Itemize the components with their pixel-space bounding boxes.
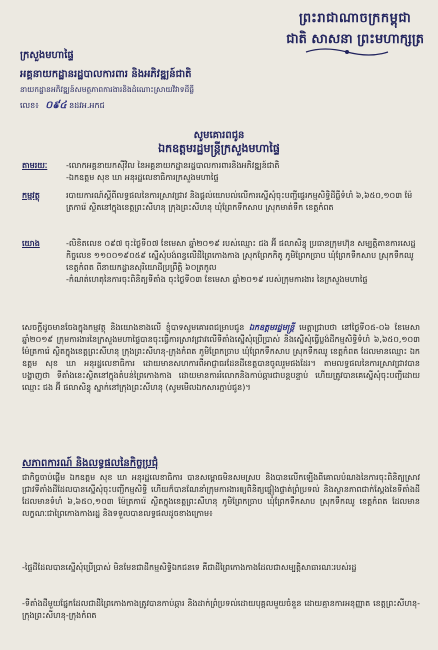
body-paragraph [22, 322, 420, 394]
ministry-name: ក្រសួងមហាផ្ទៃ [20, 50, 74, 61]
subject-text: របាយការណ៍ស្តីពីលទ្ធផលនៃការស្រាវជ្រាវ និងផ្តល់យោបល់លើការស្នើសុំចុះបញ្ជីផ្ទេរកម្មសិទ្ធិដីធ្លីទំហំ ៦,៦៥០,១០៣ ម៉ែត្រការ៉េ ស្ថិតនៅក្នុងខេត្តព្រះសីហនុ ក្រុងព្រះសីហនុ ឃុំព្រែកទឹកសាប ស្រុកមាត់ទឹក ខេត្តកំពត [66, 191, 413, 212]
reference-line-2: -កំណត់ហេតុនៃការចុះពិនិត្យទីតាំង ចុះថ្ងៃទី០៣ ខែមេសា ឆ្នាំ២០១៩ របស់ក្រុមការងារ នៃក្រសួងមហាផ្ទៃ [66, 275, 368, 284]
kingdom-header [286, 10, 424, 50]
reference-number [20, 98, 194, 113]
addressee: ឯកឧត្តមរដ្ឋមន្ត្រីក្រសួងមហាផ្ទៃ [158, 142, 280, 155]
reference-row [22, 238, 420, 286]
reference-label: យោង [22, 239, 40, 248]
section-paragraph: ជាកិច្ចចាប់ផ្តើម ឯកឧត្តម សុខ ឃា អនុរដ្ឋលេខាធិការ បានសម្ពោធមិនសមស្រប និងបានលើកឡើងពីគោលបំណងនៃការចុះពិនិត្យស្រាវជ្រាវទីតាំងដីដែលបានស្នើសុំចុះបញ្ជីកម្មសិទ្ធិ ហើយក៏បានណែនាំក្រុមការងារឲ្យពិនិត្យផ្ទៀងផ្ទាត់ព្រំប្រទល់ និងស្ថានភាពជាក់ស្តែងនៃទីតាំងដីដែលមានទំហំ ៦,៦៥០,១០៣ ម៉ែត្រការ៉េ ស្ថិតក្នុងខេត្តព្រះសីហនុ ភូមិព្រែកច្រាប ឃុំព្រែកទឹកសាប ស្រុកទឹកឈូ ខេត្តកំពត ដែលមានលក្ខណៈជាព្រៃកោងកាងរដ្ឋ និងទទួលបានលទ្ធផលដូចខាងក្រោម៖ [22, 473, 420, 518]
department-name: អគ្គនាយកដ្ឋានរដ្ឋបាលការពារ និងអភិវឌ្ឍន៍ជាតិ [20, 69, 192, 80]
kingdom-motto: ជាតិ សាសនា ព្រះមហាក្សត្រ [286, 32, 424, 47]
office-name: នាយកដ្ឋានអភិវឌ្ឍន៍សមត្ថភាពការងារនិងដំណោះស្រាយវិវាទដីធ្លី [20, 85, 195, 94]
reference-line-1: -លិខិតលេខ ០៩៧ ចុះថ្ងៃទី០៧ ខែមេសា ឆ្នាំ២០១៩ របស់ឈ្មោះ ជង អ៊ី ផលាសិន្ធុ ប្រធានក្រុមហ៊ុន សម្បត្តិតានការសេដ្ឋកិច្ចលេខ ១១០០១៩០៥៩ ស្នើសុំបង់ពន្ធលើដីព្រៃកោងកាង ស្រុកព្រែកកិតូ ភូមិព្រែកច្រាប ឃុំព្រែកទឹកសាប ស្រុកទឹកឈូ ខេត្តកំពត ពីនាយកដ្ឋានសុរិយោដីប្រព្រឹត្តិ ៦០ត្រកូល [66, 239, 416, 272]
ref-suffix: នដវអ.អកជ [69, 101, 105, 110]
tacteng-ornament [304, 46, 390, 58]
body-intro: សេចក្តីដូចមានចែងក្នុងកម្មវត្ថុ និងយោងខាងលើ ខ្ញុំបាទសូមគោរពជម្រាបជូន [22, 323, 245, 332]
via-row [22, 160, 420, 184]
kingdom-title: ព្រះរាជាណាចក្រកម្ពុជា [298, 11, 412, 26]
salutation: សូមគោរពជូន [193, 130, 245, 141]
via-line-1: -លោកអគ្គនាយកស៊ីវិល នៃអគ្គនាយកដ្ឋានរដ្ឋបាលការពារនិងអភិវឌ្ឍន៍ជាតិ [66, 161, 280, 170]
section-title: សភាពការណ៍ និងលទ្ធផលនៃកិច្ចប្រជុំ [22, 458, 159, 469]
ref-label: លេខ៖ [20, 101, 39, 110]
ref-handwritten: ០៩៤ [45, 100, 67, 111]
subject-row [22, 190, 420, 214]
bullet-2: -ទីតាំងដីមួយផ្នែកដែលជាដីព្រៃកោងកាងត្រូវបានកាប់ឆ្ការ និងដាក់ព្រំប្រទល់ដោយបុគ្គលមួយចំនួន ដោយគ្មានការអនុញ្ញាត ខេត្តព្រះសីហនុ-ក្រុងព្រះសីហនុ-ក្រុងកំពត [22, 599, 420, 620]
via-line-2: -ឯកឧត្តម សុខ ឃា អនុរដ្ឋលេខាធិការក្រសួងមហាផ្ទៃ [66, 173, 219, 182]
body-intro-bold: ឯកឧត្តមរដ្ឋមន្ត្រី [248, 323, 295, 332]
bullet-1: -ផ្ទៃដីដែលបានស្នើសុំប្រើប្រាស់ មិនមែនជាដីកម្មសិទ្ធិឯកជនទេ គឺជាដីព្រៃកោងកាងដែលជាសម្បត្តិសាធារណៈរបស់រដ្ឋ [22, 563, 357, 572]
body-intro-rest: មេត្តាជ្រាបថា នៅថ្ងៃទី០៥-០៦ ខែមេសា ឆ្នាំ២០១៩ ក្រុមការងារនៃក្រសួងមហាផ្ទៃបានចុះធ្វើការស្រាវជ្រាវលើទីតាំងស្នើសុំប្រើប្រាស់ និងស្នើសុំធ្វើប្លង់ដីកម្មសិទ្ធិទំហំ ៦,៦៥០,១០៣ ម៉ែត្រការ៉េ ស្ថិតក្នុងខេត្តព្រះសីហនុ ក្រុងព្រះសីហនុ-ក្រុងកំពត ភូមិព្រែកច្រាប ឃុំព្រែកទឹកសាប ស្រុកទឹកឈូ ខេត្តកំពត ដែលមានឈ្មោះ ឯកឧត្តម សុខ ឃា អនុរដ្ឋលេខាធិការ ដោយមានសហការពីអាជ្ញាធរដែនដីខេត្តបានចូលរួមផងដែរ។ តាមលទ្ធផលនៃការស្រាវជ្រាវបានបង្ហាញថា ទីតាំងនេះស្ថិតនៅក្នុងតំបន់ព្រៃកោងកាង ដោយមានការរំលោភនិងកាប់ឆ្ការជាបន្តបន្ទាប់ ហើយត្រូវបានគេស្នើសុំចុះបញ្ជីដោយឈ្មោះ ជង អ៊ី ផលាសិន្ធុ ស្នាក់នៅក្រុងព្រះសីហនុ (សូមមើលឯកសារភ្ជាប់ជូន)។ [22, 323, 421, 392]
subject-label: កម្មវត្ថុ [22, 191, 40, 200]
via-label: តាមរយៈ [22, 161, 48, 170]
ministry-block [20, 48, 194, 113]
